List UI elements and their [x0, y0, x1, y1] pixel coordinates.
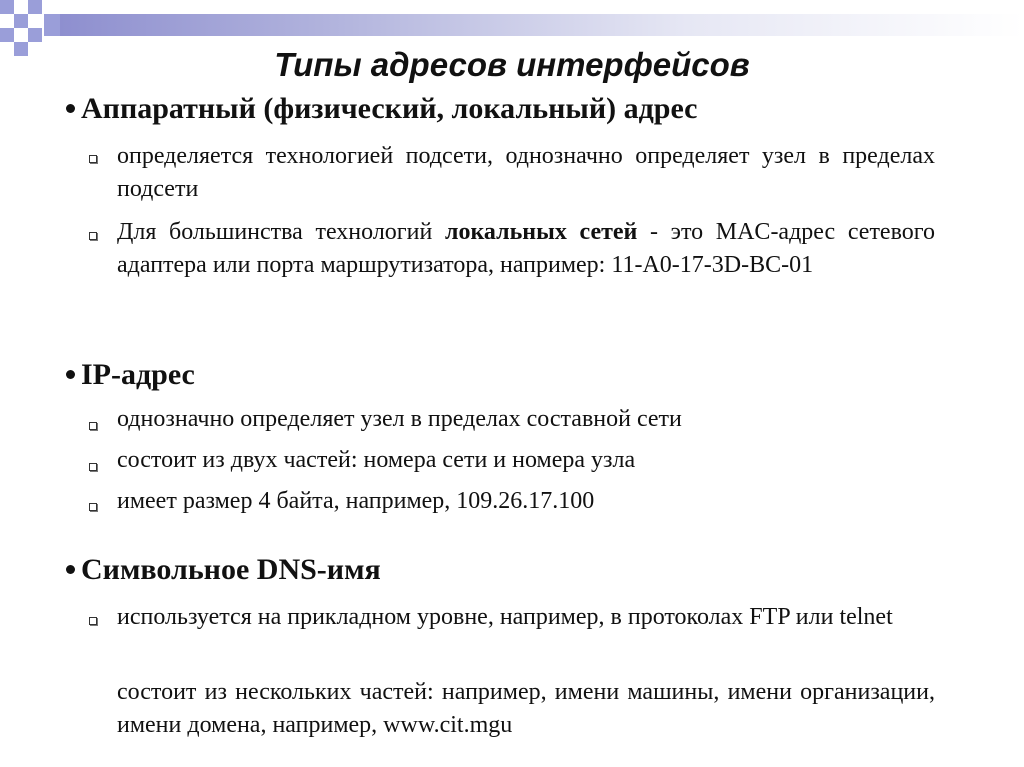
section-heading-text: IP-адрес: [81, 358, 195, 391]
decor-square-1: [0, 0, 14, 14]
square-bullet-icon: [89, 617, 97, 625]
list-item: имеет размер 4 байта, например, 109.26.17.100: [117, 488, 595, 514]
list-item: однозначно определяет узел в пределах составной сети: [117, 406, 682, 432]
list-item: [117, 216, 935, 282]
section-bullet: [66, 565, 75, 574]
decor-square-6: [28, 28, 42, 42]
list-item: определяется технологией подсети, однозначно определяет узел в пределах подсети: [117, 143, 935, 202]
slide-title: Типы адресов интерфейсов: [274, 46, 750, 83]
section-heading-dns: [66, 553, 381, 587]
section-heading-hardware: [66, 92, 697, 126]
square-bullet-icon: [89, 422, 97, 430]
decor-square-5: [0, 28, 14, 42]
square-bullet-icon: [89, 503, 97, 511]
decor-square-4: [44, 14, 60, 36]
list-item-text: Для большинства технологий: [117, 219, 445, 245]
list-item: используется на прикладном уровне, например, в протоколах FTP или telnet: [117, 604, 893, 630]
list-item-text: - это MAC-адрес сетевого адаптера или порта маршрутизатора, например: 11-А0-17-3D-BC-01: [117, 219, 935, 278]
square-bullet-icon: [89, 155, 97, 163]
section-heading-ip: [66, 358, 195, 392]
list-item-bold-text: локальных сетей: [444, 219, 638, 245]
section-bullet: [66, 104, 75, 113]
decor-square-2: [28, 0, 42, 14]
square-bullet-icon: [89, 463, 97, 471]
title-gradient-bar: [60, 14, 1024, 36]
list-item: состоит из нескольких частей: например, имени машины, имени организации, имени домена, например, www.cit.mgu: [117, 679, 935, 738]
section-heading-text: Аппаратный (физический, локальный) адрес: [81, 92, 698, 125]
section-bullet: [66, 370, 75, 379]
list-item: состоит из двух частей: номера сети и номера узла: [117, 447, 636, 473]
decor-square-3: [14, 14, 28, 28]
section-heading-text: Символьное DNS-имя: [81, 553, 381, 586]
square-bullet-icon: [89, 232, 97, 240]
